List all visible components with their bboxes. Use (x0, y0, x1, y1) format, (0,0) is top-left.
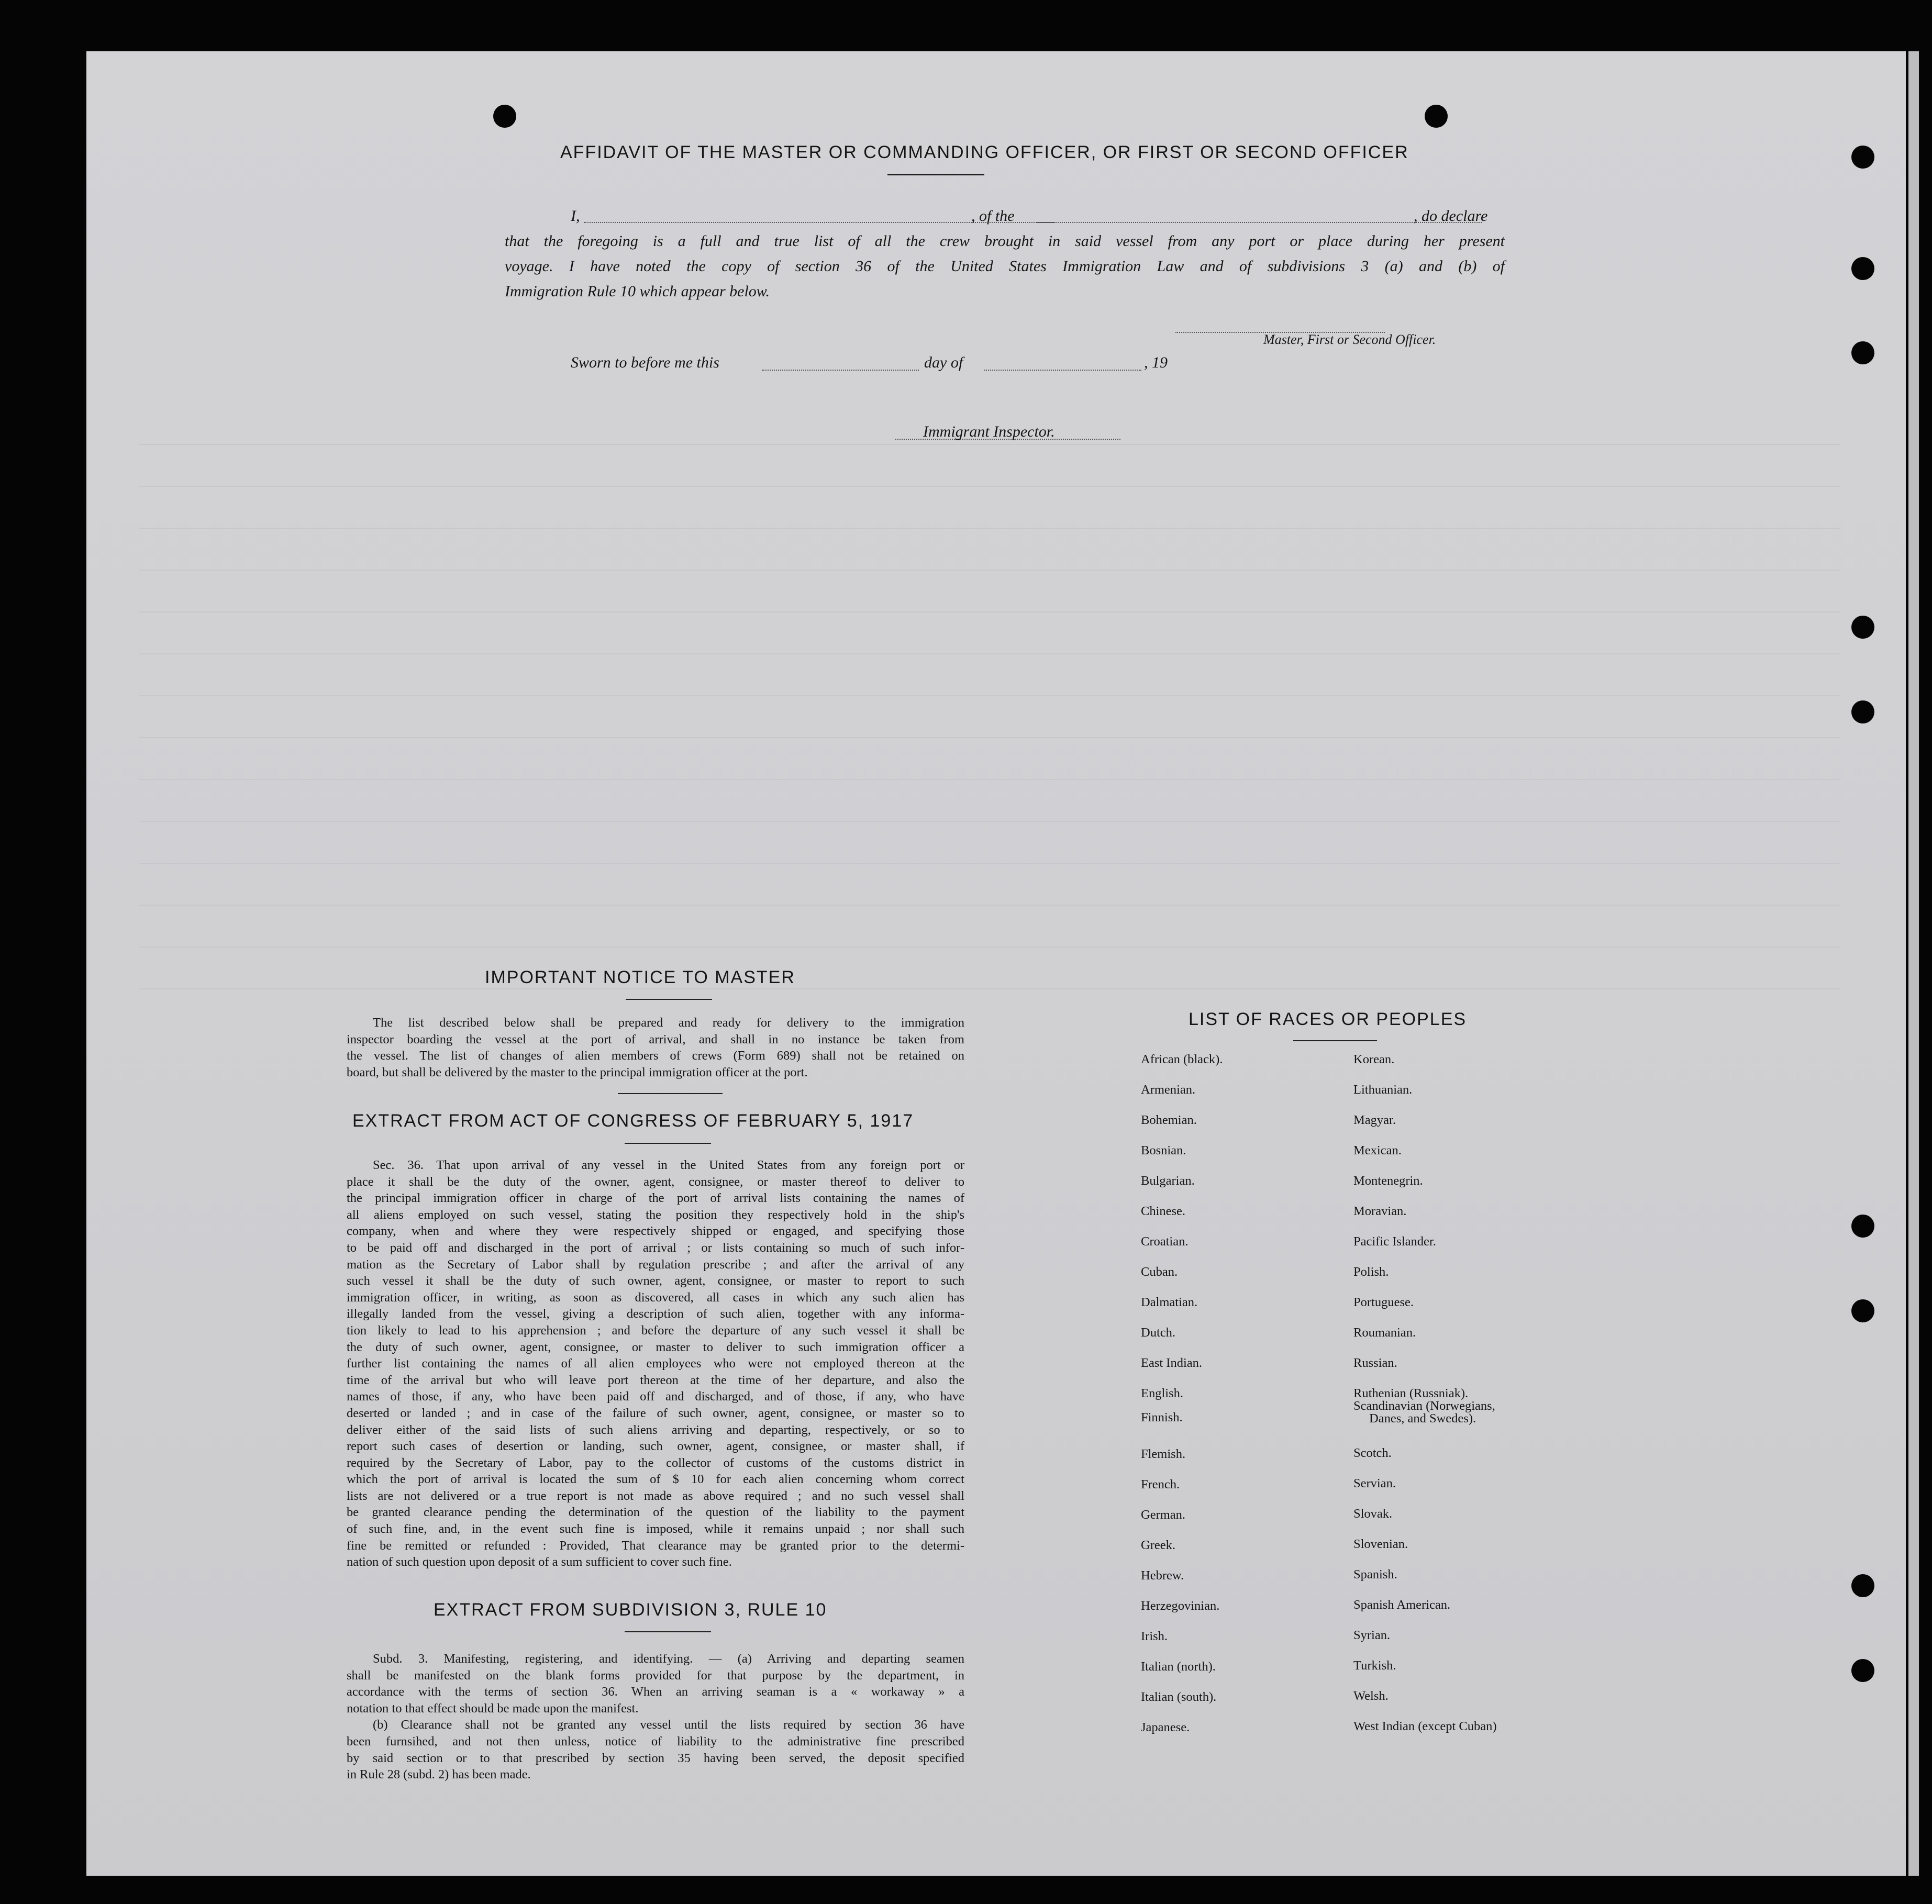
act-line: names of those, if any, who have been paid off and discharged, and of those, if any, who have (347, 1389, 964, 1404)
race-item: Scandinavian (Norwegians, (1353, 1399, 1495, 1413)
race-item: Finnish. (1141, 1410, 1183, 1424)
affidavit-of-the: , of the (971, 207, 1015, 225)
act-line: the duty of such owner, agent, consignee, or master to deliver to such immigration officer a (347, 1340, 964, 1354)
race-item: English. (1141, 1386, 1183, 1400)
race-item: Mexican. (1353, 1143, 1402, 1157)
act-line: all aliens employed on such vessel, stating the position they respectively hold in the ship's (347, 1207, 964, 1222)
race-item: Italian (south). (1141, 1690, 1217, 1704)
race-item: Magyar. (1353, 1113, 1396, 1127)
rule-extract-text (347, 1651, 964, 1783)
affidavit-declare: , do declare (1414, 207, 1488, 225)
race-item: Chinese. (1141, 1204, 1186, 1218)
race-item: Italian (north). (1141, 1660, 1216, 1674)
race-item: Bulgarian. (1141, 1174, 1195, 1188)
race-item: Bosnian. (1141, 1143, 1186, 1157)
race-item: Japanese. (1141, 1720, 1190, 1734)
rule-line: Subd. 3. Manifesting, registering, and identifying. — (a) Arriving and departing seamen (373, 1652, 964, 1666)
race-item: French. (1141, 1477, 1180, 1491)
punch-hole (1851, 1659, 1874, 1682)
document-page (86, 51, 1906, 1876)
act-line: Sec. 36. That upon arrival of any vessel in the United States from any foreign port or (373, 1158, 964, 1172)
race-item: German. (1141, 1508, 1186, 1522)
day-of-label: day of (924, 354, 963, 371)
act-line: company, when and where they were respectively shipped or engaged, and specifying those (347, 1224, 964, 1239)
race-item: Flemish. (1141, 1447, 1186, 1461)
punch-hole (1851, 257, 1874, 280)
punch-hole (1851, 341, 1874, 364)
act-line: which the port of arrival is located the sum of $ 10 for each alien concerning whom correct (347, 1472, 964, 1487)
races-title: LIST OF RACES OR PEOPLES (1189, 1009, 1467, 1029)
race-item: Korean. (1353, 1052, 1395, 1066)
rule-line: accordance with the terms of section 36. When an arriving seaman is a « workaway » a (347, 1685, 964, 1699)
rule-line: shall be manifested on the blank forms provided for that purpose by the department, in (347, 1668, 964, 1683)
rule-line: been furnsihed, and not then unless, notice of liability to the administrative fine prescribed (347, 1734, 964, 1749)
sworn-label: Sworn to before me this (571, 354, 719, 371)
race-item: Polish. (1353, 1265, 1389, 1279)
sworn-day-blank (762, 370, 919, 371)
act-line: nation of such question upon deposit of a sum sufficient to cover such fine. (347, 1555, 732, 1569)
act-extract-text (347, 1157, 964, 1571)
race-item: Pacific Islander. (1353, 1234, 1436, 1249)
race-item: Greek. (1141, 1538, 1175, 1552)
act-line: deserted or landed ; and in case of the failure of such owner, agent, consignee, or master so to (347, 1406, 964, 1420)
act-line: required by the Secretary of Labor, pay to the collector of customs of the customs district in (347, 1455, 964, 1470)
punch-hole (1851, 1299, 1874, 1322)
race-item: Spanish American. (1353, 1598, 1451, 1612)
act-line: the principal immigration officer in charge of the port of arrival lists containing the names of (347, 1191, 964, 1206)
race-item: Servian. (1353, 1476, 1396, 1490)
race-item: African (black). (1141, 1052, 1223, 1066)
punch-hole (1851, 1574, 1874, 1597)
notice-line: inspector boarding the vessel at the port of arrival, and shall in no instance be taken from (347, 1032, 964, 1046)
rule-line: (b) Clearance shall not be granted any vessel until the lists required by section 36 have (373, 1718, 964, 1732)
race-item: Croatian. (1141, 1234, 1189, 1249)
act-line: such vessel it shall be the duty of such owner, agent, consignee, or master to report to such (347, 1274, 964, 1288)
race-item: Armenian. (1141, 1083, 1196, 1097)
punch-hole (493, 105, 516, 128)
rule-line: by said section or to that prescribed by section 35 having been served, the deposit specified (347, 1751, 964, 1765)
race-item: Dalmatian. (1141, 1295, 1198, 1309)
race-item: Cuban. (1141, 1265, 1178, 1279)
sworn-month-blank (984, 370, 1141, 371)
race-item: Irish. (1141, 1629, 1168, 1643)
act-line: fine be remitted or refunded : Provided, That clearance may be granted prior to the determi- (347, 1538, 964, 1553)
affidavit-title: AFFIDAVIT OF THE MASTER OR COMMANDING OFFICER, OR FIRST OR SECOND OFFICER (560, 142, 1409, 162)
affidavit-line-2: that the foregoing is a full and true list of all the crew brought in said vessel from any port or place during her present (505, 232, 1505, 250)
affidavit-line-3: voyage. I have noted the copy of section 36 of the United States Immigration Law and of subdivisions 3 (a) and (b) of (505, 258, 1505, 275)
race-item: Danes, and Swedes). (1369, 1411, 1476, 1426)
race-item: Turkish. (1353, 1658, 1396, 1673)
notice-line: board, but shall be delivered by the master to the principal immigration officer at the port. (347, 1065, 808, 1079)
race-item: Bohemian. (1141, 1113, 1197, 1127)
race-item: Hebrew. (1141, 1568, 1184, 1583)
act-line: report such cases of desertion or landing, such owner, agent, consignee, or master shall, if (347, 1439, 964, 1454)
act-line: mation as the Secretary of Labor shall by regulation prescribe ; and after the arrival of any (347, 1257, 964, 1272)
race-item: Slovenian. (1353, 1537, 1408, 1551)
rule-extract-title: EXTRACT FROM SUBDIVISION 3, RULE 10 (434, 1600, 827, 1620)
act-line: be granted clearance pending the determination of the question of the liability to the payment (347, 1505, 964, 1520)
notice-title: IMPORTANT NOTICE TO MASTER (485, 967, 795, 987)
year-label: , 19 (1144, 354, 1168, 371)
race-item: Spanish. (1353, 1567, 1397, 1582)
race-item: Slovak. (1353, 1507, 1393, 1521)
act-line: immigration officer, in writing, as soon as discovered, all cases in which any such alien has (347, 1290, 964, 1305)
bleed-through (86, 439, 1906, 1067)
race-item: Roumanian. (1353, 1326, 1416, 1340)
punch-hole (1851, 146, 1874, 169)
race-item: Ruthenian (Russniak). (1353, 1386, 1469, 1400)
notice-title-rule (626, 999, 712, 1000)
race-item: West Indian (except Cuban) (1353, 1719, 1497, 1733)
race-item: Russian. (1353, 1356, 1397, 1370)
race-item: Syrian. (1353, 1628, 1391, 1642)
race-item: Montenegrin. (1353, 1174, 1423, 1188)
punch-hole (1425, 105, 1448, 128)
races-title-rule (1293, 1040, 1377, 1041)
race-item: East Indian. (1141, 1356, 1203, 1370)
race-item: Welsh. (1353, 1689, 1389, 1703)
rule-line: notation to that effect should be made upon the manifest. (347, 1701, 639, 1716)
notice-line: The list described below shall be prepared and ready for delivery to the immigration (373, 1016, 964, 1030)
act-line: to be paid off and discharged in the port of arrival ; or lists containing so much of such infor- (347, 1240, 964, 1255)
race-item: Moravian. (1353, 1204, 1407, 1218)
affidavit-i: I, (571, 207, 580, 225)
race-item: Portuguese. (1353, 1295, 1414, 1309)
act-line: place it shall be the duty of the owner, agent, consignee, or master thereof to deliver to (347, 1174, 964, 1189)
act-line: of such fine, and, in the event such fine is imposed, while it remains unpaid ; nor shall such (347, 1522, 964, 1536)
act-line: deliver either of the said lists of such aliens arriving and departing, respectively, or so to (347, 1422, 964, 1437)
notice-line: the vessel. The list of changes of alien members of crews (Form 689) shall not be retained on (347, 1049, 964, 1063)
affidavit-title-rule (887, 174, 984, 175)
punch-hole (1851, 1215, 1874, 1238)
race-item: Herzegovinian. (1141, 1599, 1220, 1613)
page-edge (1908, 51, 1919, 1876)
rule-line: in Rule 28 (subd. 2) has been made. (347, 1767, 531, 1782)
act-extract-title: EXTRACT FROM ACT OF CONGRESS OF FEBRUARY 5, 1917 (352, 1111, 914, 1131)
notice-text (347, 1015, 964, 1081)
race-item: Lithuanian. (1353, 1083, 1413, 1097)
inspector-label: Immigrant Inspector. (923, 423, 1055, 440)
act-line: illegally landed from the vessel, giving a description of such alien, together with any informa- (347, 1307, 964, 1321)
act-line: lists are not delivered or a true report is not made as above required ; and no such vessel shall (347, 1488, 964, 1503)
act-line: further list containing the names of all alien employees who were not employed thereon at the (347, 1356, 964, 1371)
signature-label: Master, First or Second Officer. (1263, 332, 1436, 347)
act-line: tion likely to lead to his apprehension ; and before the departure of any such vessel it shall be (347, 1323, 964, 1338)
act-line: time of the arrival but who will leave port thereon at the time of her departure, and also the (347, 1373, 964, 1387)
act-extract-title-rule (625, 1143, 711, 1144)
race-item: Scotch. (1353, 1446, 1392, 1460)
race-item: Dutch. (1141, 1326, 1175, 1340)
rule-extract-title-rule (625, 1631, 711, 1632)
notice-end-rule (618, 1093, 723, 1094)
affidavit-line-4: Immigration Rule 10 which appear below. (505, 283, 770, 300)
